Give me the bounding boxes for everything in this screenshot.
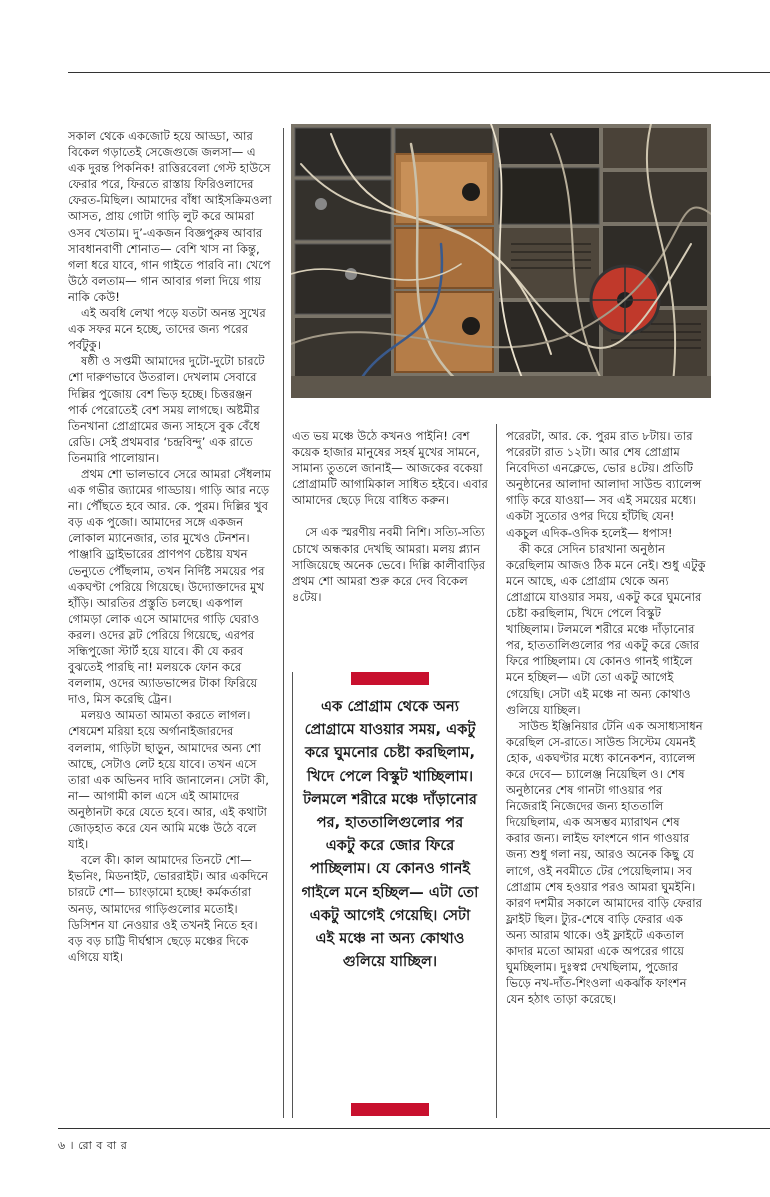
top-rule <box>68 72 770 73</box>
col3-paragraph: কী করে সেদিন চারখানা অনুষ্ঠান করেছিলাম আজও ঠিক মনে নেই। শুধু এটুকু মনে আছে, এক প্রোগ্রাম থেকে অন্য প্রোগ্রামে যাওয়ার সময়, একটু করে ঘুমনোর চেষ্টা করছিলাম, খিদে পেলে বিস্কুট খাচ্ছিলাম। টলমলে শরীরে মঞ্চে দাঁড়ানোর পর, হাততালিগুলোর পর একটু করে জোর ফিরে পাচ্ছিলাম। যে কোনও গানই গাইলে মনে হচ্ছিল— এটা তো একটু আগেই গেয়েছি। সেটা এই মঞ্চে না অন্য কোথাও গুলিয়ে যাচ্ছিল। <box>506 541 706 717</box>
col2-paragraph: এত ভয় মঞ্চে উঠে কখনও পাইনি! বেশ কয়েক হাজার মানুষের সহর্ষ মুখের সামনে, সামান্য তুতলে জানাই— আজকের বকেয়া প্রোগ্রামটি আগামিকাল সাধিত হইবে। এবার আমাদের ছেড়ে দিয়ে বাধিত করুন। <box>292 429 488 508</box>
col1-paragraph: সকাল থেকে একজোট হয়ে আড্ডা, আর বিকেল গড়াতেই সেজেগুজে জলসা— এ এক দুরন্ত পিকনিক! রাত্তিরবেলা গেস্ট হাউসে ফেরার পরে, ফিরতে রাস্তায় ফিরিওলাদের ফেরত-মিছিল। আমাদের বাঁধা আইসক্রিমওলা আসত, প্রায় গোটা গাড়ি লুট করে আমরা ওসব খেতাম। দু’-একজন বিজ্ঞপুরুষ আবার সাবধানবাণী শোনাত— বেশি খাস না কিন্তু, গলা ধরে যাবে, গান গাইতে পারবি না। খেপে উঠে বলতাম— গান আবার গলা দিয়ে গায় নাকি কেউ! <box>68 129 272 304</box>
col1-paragraph: প্রথম শো ভালভাবে সেরে আমরা সেঁধলাম এক গভীর জ্যামের গাড্ডায়। গাড়ি আর নড়ে না। পৌঁছতে হবে আর. কে. পুরম। দিল্লির খুব বড় এক পুজো। আমাদের সঙ্গে একজন লোকাল ম্যানেজার, তার মুখেও টেনশন। পাঞ্জাবি ড্রাইভারের প্রাণপণ চেষ্টায় যখন ভেন্যুতে পৌঁছলাম, তখন নির্দিষ্ট সময়ের পর একঘণ্টা পেরিয়ে গিয়েছে। উদ্যোক্তাদের মুখ হাঁড়ি। আরতির প্রস্তুতি চলছে। একপাল গোমড়া লোক এসে আমাদের গাড়ি ঘেরাও করল। ওদের স্লট পেরিয়ে গিয়েছে, এরপর সন্ধিপুজো স্টার্ট হয়ে যাবে। কী যে করব বুঝতেই পারছি না! মলয়কে ফোন করে বললাম, ওদের অ্যাডভান্সের টাকা ফিরিয়ে দাও, মিস করেছি ট্রেন। <box>68 466 272 707</box>
col1-paragraph: এই অবধি লেখা পড়ে যতটা অনন্ত সুখের এক সফর মনে হচ্ছে, তাদের জন্য পরের পর্বটুকু। <box>68 306 266 353</box>
pull-quote-text: এক প্রোগ্রাম থেকে অন্য প্রোগ্রামে যাওয়ার সময়, একটু করে ঘুমনোর চেষ্টা করছিলাম, খিদে পেলে বিস্কুট খাচ্ছিলাম। টলমলে শরীরে মঞ্চে দাঁড়ানোর পর, হাততালিগুলোর পর একটু করে জোর ফিরে পাচ্ছিলাম। যে কোনও গানই গাইলে মনে হচ্ছিল— এটা তো একটু আগেই গেয়েছি। সেটা এই মঞ্চে না অন্য কোথাও গুলিয়ে যাচ্ছিল। <box>301 698 479 971</box>
sound-equipment-photo <box>291 124 711 398</box>
article-column-1 <box>68 128 273 1118</box>
page-folio: ৬ । রো ব বা র <box>58 1139 128 1152</box>
pull-quote-bottom-bar <box>351 1103 429 1116</box>
col3-paragraph: সাউন্ড ইঞ্জিনিয়ার টেনি এক অসাধ্যসাধন করেছিল সে-রাতে। সাউন্ড সিস্টেম যেমনই হোক, একঘণ্টার মধ্যে কানেকশন, ব্যালেন্স করে দেবে— চ্যালেঞ্জ নিয়েছিল ও। শেষ অনুষ্ঠানের শেষ গানটা গাওয়ার পর নিজেরাই নিজেদের জন্য হাততালি দিয়েছিলাম, এক অসম্ভব ম্যারাথন শেষ করার জন্য। লাইভ ফাংশনে গান গাওয়ার জন্য শুধু গলা নয়, আরও অনেক কিছু যে লাগে, ওই নবমীতে টের পেয়েছিলাম। সব প্রোগ্রাম শেষ হওয়ার পরও আমরা ঘুমইনি। কারণ দশমীর সকালে আমাদের বাড়ি ফেরার ফ্লাইট ছিল। ট্যুর-শেষে বাড়ি ফেরার এক অন্য আরাম থাকে। ওই ফ্লাইটে একতাল কাদার মতো আমরা একে অপরের গায়ে ঘুমচ্ছিলাম। দুঃস্বপ্ন দেখছিলাম, পুজোর ভিড়ে নখ-দাঁত-শিংওলা একঝাঁক ফাংশন যেন হঠাৎ তাড়া করেছে। <box>506 718 703 1007</box>
pull-quote <box>292 672 488 1116</box>
pull-quote-left-divider <box>292 672 293 1118</box>
article-column-2 <box>292 428 488 638</box>
col1-paragraph: মলয়ও আমতা আমতা করতে লাগল। শেষমেশ মরিয়া হয়ে অর্গানাইজারদের বললাম, গাড়িটা ছাড়ুন, আমাদের অন্য শো আছে, সেটাও লেট হয়ে যাবে। তখন এসে তারা এক অভিনব দাবি জানালেন। সেটা কী, না— আগামী কাল এসে এই আমাদের অনুষ্ঠানটা করে যেতে হবে। আর, এই কথাটা জোড়হাত করে যেন আমি মঞ্চে উঠে বলে যাই। <box>68 708 269 852</box>
col2-paragraph: সে এক স্মরণীয় নবমী নিশি। সত্যি-সত্যি চোখে অন্ধকার দেখছি আমরা। মলয় প্ল্যান সাজিয়েছে অনেক ভেবে। দিল্লি কালীবাড়ির প্রথম শো আমরা শুরু করে দেব বিকেল ৪টেয়। <box>292 525 486 604</box>
col3-paragraph: পরেরটা, আর. কে. পুরম রাত ৮টায়। তার পরেরটা রাত ১২টা। আর শেষ প্রোগ্রাম নিবেদিতা এনক্লেভে, ভোর ৪টেয়। প্রতিটি অনুষ্ঠানের আলাদা আলাদা সাউন্ড ব্যালেন্স গাড়ি করে যাওয়া— সব এই সময়ের মধ্যে। একটা সুতোর ওপর দিয়ে হাঁটছি যেন! একচুল এদিক-ওদিক হলেই— ধপাস! <box>506 429 702 540</box>
col1-paragraph: বলে কী। কাল আমাদের তিনটে শো— ইভনিং, মিডনাইট, ভোররাইট। আর একদিনে চারটে শো— চ্যাংড়ামো হচ্ছে! কর্মকর্তারা অনড়, আমাদের গাড়িগুলোর মতোই। ডিসিশন যা নেওয়ার ওই তখনই নিতে হব। বড় বড় চাট্টি দীর্ঘশ্বাস ছেড়ে মঞ্চের দিকে এগিয়ে যাই। <box>68 853 269 964</box>
column-divider <box>496 424 497 1118</box>
col1-paragraph: ষষ্ঠী ও সপ্তমী আমাদের দুটো-দুটো চারটে শো দারুণভাবে উতরাল। দেখলাম সেবারে দিল্লির পুজোয় বেশ ভিড় হচ্ছে। চিত্তরঞ্জন পার্ক পেরোতেই বেশ সময় লাগছে। অষ্টমীর তিনখানা প্রোগ্রামের জন্য সাহসে বুক বেঁধে রেডি। সেই প্রথমবার ‘চন্দ্রবিন্দু’ এক রাতে তিনমারি পালোয়ান। <box>68 354 265 465</box>
bottom-rule <box>58 1128 770 1129</box>
column-divider <box>283 128 284 1118</box>
article-column-3 <box>506 428 706 1118</box>
pull-quote-top-bar <box>351 672 429 685</box>
